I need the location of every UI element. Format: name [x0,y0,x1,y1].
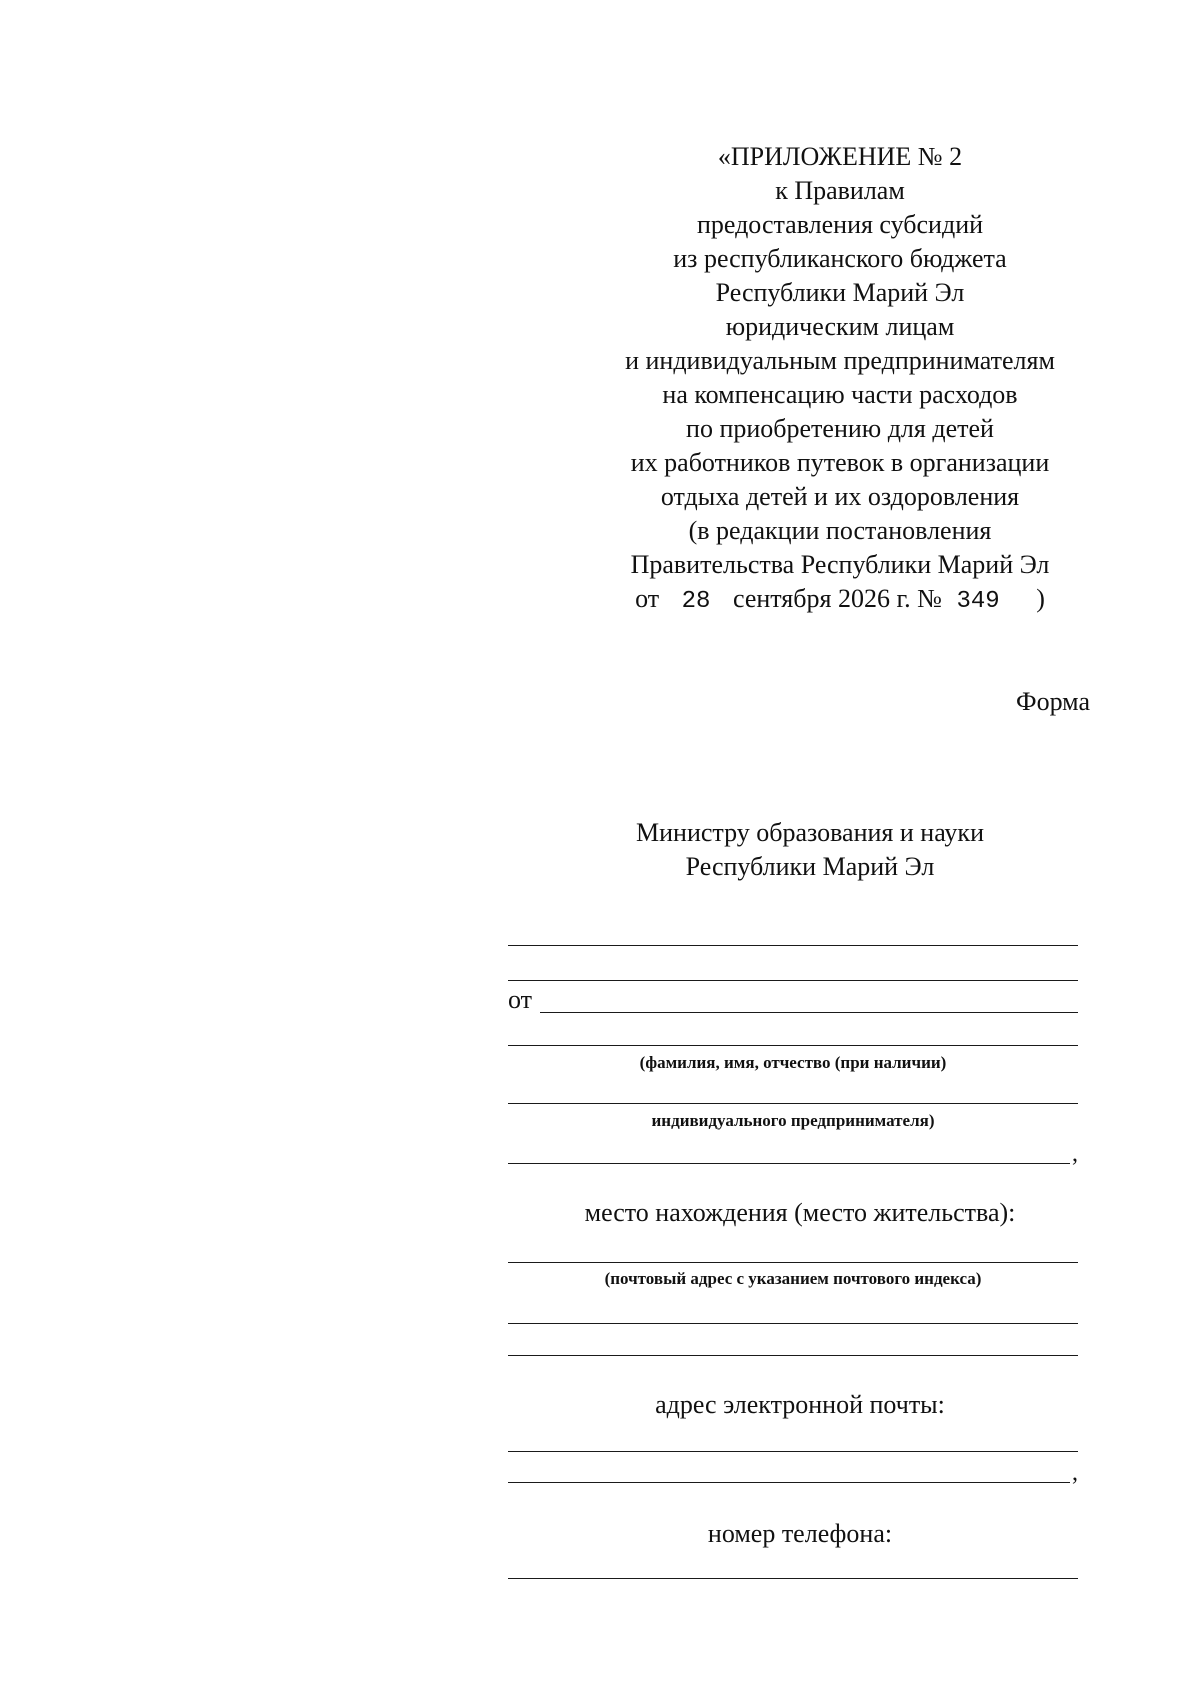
email-line[interactable] [508,1451,1078,1452]
appendix-line: предоставления субсидий [696,210,984,239]
appendix-line: «ПРИЛОЖЕНИЕ № 2 [717,142,963,171]
date-prefix: от [635,584,660,613]
blank-line[interactable] [508,945,1078,946]
comma: , [1072,1460,1078,1486]
blank-line[interactable] [508,1045,1078,1046]
from-label: от [508,985,533,1014]
appendix-line: и индивидуальным предпринимателям [625,346,1055,375]
phone-line[interactable] [508,1578,1078,1579]
applicant-name-line[interactable] [540,1012,1078,1013]
address-line[interactable] [508,1323,1078,1324]
date-day: 28 [681,588,711,615]
blank-line[interactable] [508,1103,1078,1104]
appendix-line: отдыха детей и их оздоровления [660,482,1020,511]
date-close-paren: ) [1036,584,1045,613]
appendix-line: их работников путевок в организации [630,448,1050,477]
appendix-line: Республики Марий Эл [715,278,965,307]
appendix-line: по приобретению для детей [686,414,994,443]
entrepreneur-caption: индивидуального предпринимателя) [651,1111,935,1130]
appendix-line: Правительства Республики Марий Эл [630,550,1050,579]
blank-line[interactable] [508,980,1078,981]
email-heading: адрес электронной почты: [655,1390,945,1419]
date-month-year: сентября 2026 г. № [732,584,942,613]
appendix-header [590,140,1090,619]
appendix-line: к Правилам [775,176,905,205]
addressee-line: Республики Марий Эл [685,852,935,881]
resolution-date-line [590,582,1090,619]
appendix-line: из республиканского бюджета [673,244,1007,273]
blank-line[interactable] [508,1163,1070,1164]
address-line[interactable] [508,1355,1078,1356]
name-caption: (фамилия, имя, отчество (при наличии) [639,1053,947,1072]
comma: , [1072,1141,1078,1167]
resolution-number: 349 [956,588,1000,615]
email-line[interactable] [508,1482,1070,1483]
appendix-line: (в редакции постановления [688,516,992,545]
address-line[interactable] [508,1262,1078,1263]
appendix-line: на компенсацию части расходов [662,380,1018,409]
form-label: Форма [1016,687,1090,716]
postal-caption: (почтовый адрес с указанием почтового индекса) [604,1269,982,1288]
location-heading: место нахождения (место жительства): [584,1198,1016,1227]
addressee-line: Министру образования и науки [636,818,984,847]
addressee-block [560,816,1060,884]
phone-heading: номер телефона: [707,1519,893,1548]
appendix-line: юридическим лицам [725,312,955,341]
